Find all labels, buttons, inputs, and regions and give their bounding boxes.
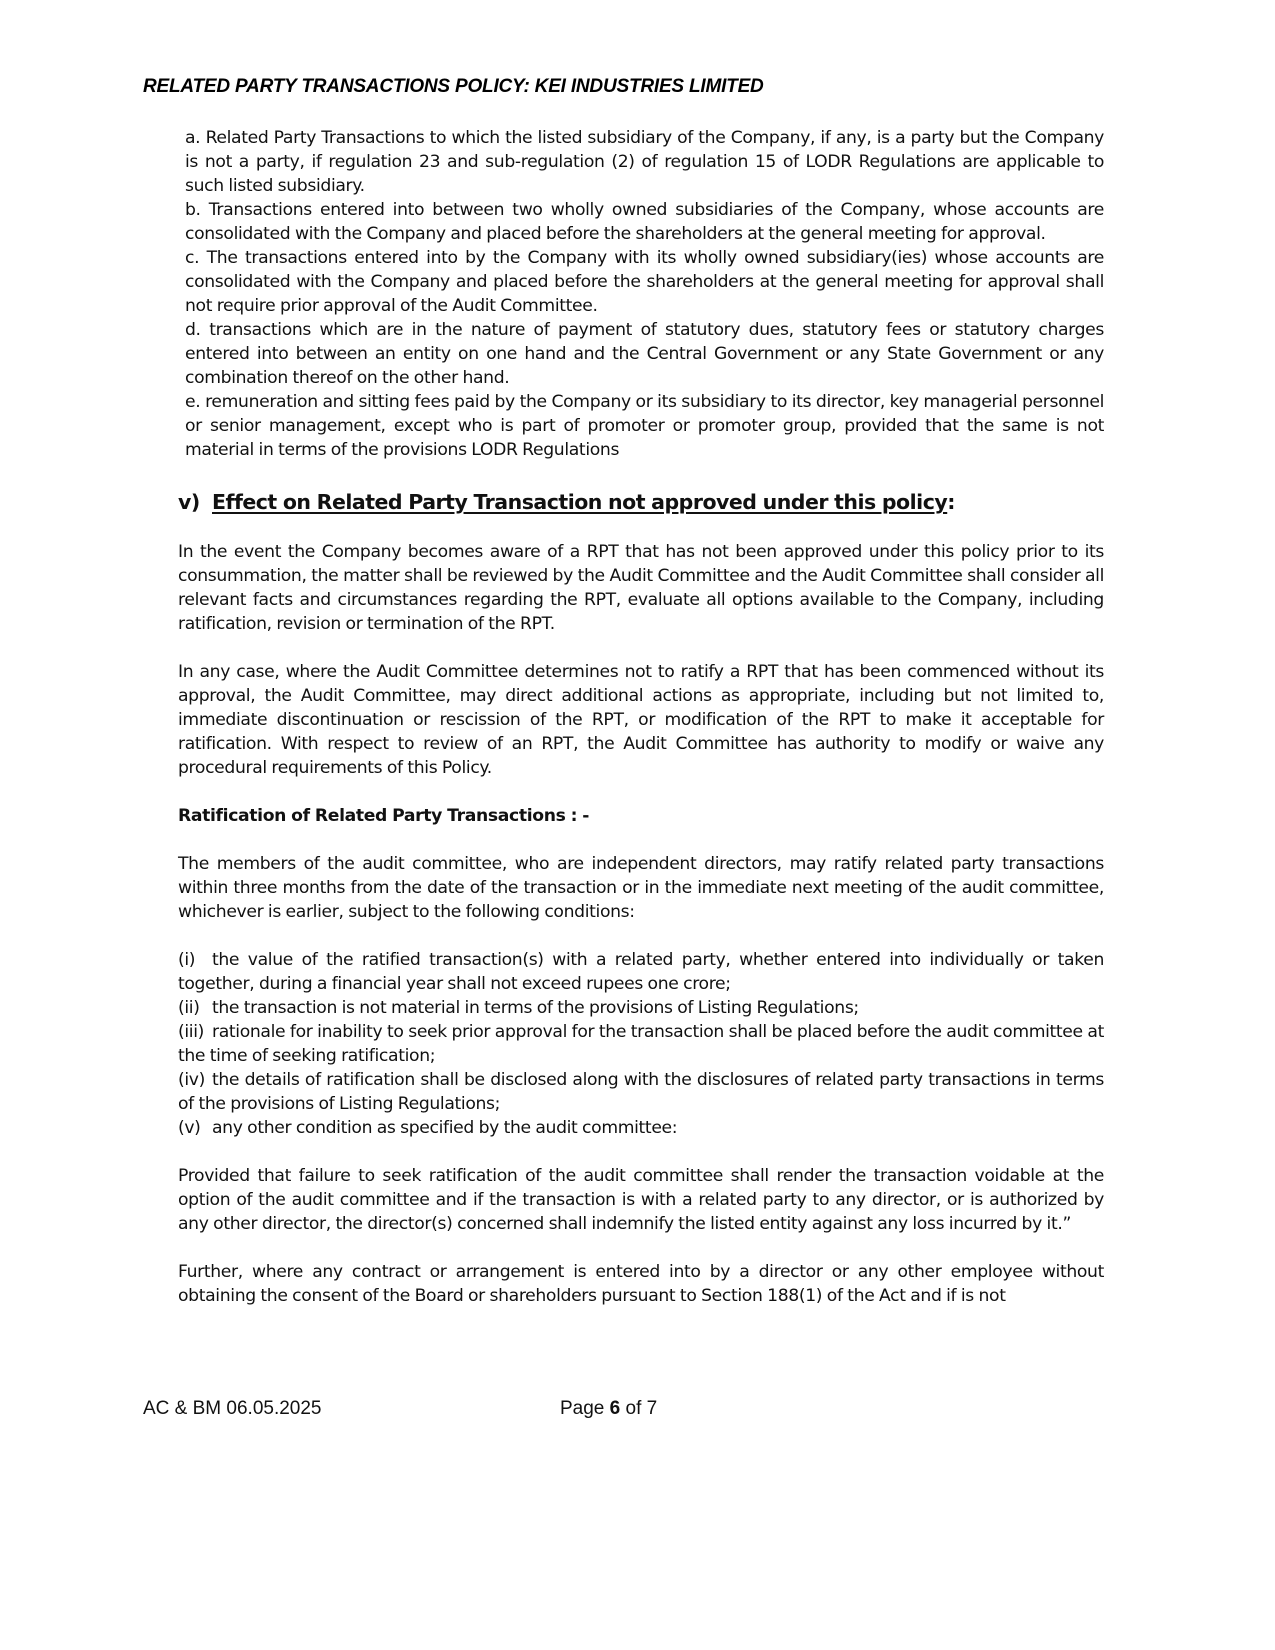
exemption-list bbox=[178, 126, 1104, 462]
condition-text: any other condition as specified by the audit committee: bbox=[212, 1118, 678, 1138]
condition-item bbox=[178, 996, 1104, 1020]
condition-item bbox=[178, 1020, 1104, 1068]
condition-text: the value of the ratified transaction(s) with a related party, whether entered into individually or taken together, during a financial year shall not exceed rupees one crore; bbox=[178, 950, 1104, 994]
further-paragraph: Further, where any contract or arrangement is entered into by a director or any other employee without obtaining the consent of the Board or shareholders pursuant to Section 188(1) of the Act and if is not bbox=[178, 1262, 1104, 1306]
page-number bbox=[560, 1398, 657, 1420]
current-page: 6 bbox=[609, 1398, 621, 1419]
condition-item bbox=[178, 1068, 1104, 1116]
ratification-heading: Ratification of Related Party Transactions : - bbox=[178, 806, 590, 826]
exemption-item-e: e. remuneration and sitting fees paid by the Company or its subsidiary to its director, key managerial personnel or senior management, except who is part of promoter or promoter group, provided that the same is not material in terms of the provisions LODR Regulations bbox=[185, 392, 1104, 460]
paragraph-unapproved-rpt: In the event the Company becomes aware of a RPT that has not been approved under this policy prior to its consummation, the matter shall be reviewed by the Audit Committee and the Audit Committee shall consider all relevant facts and circumstances regarding the RPT, evaluate all options available to the Company, including ratification, revision or termination of the RPT. bbox=[178, 542, 1104, 634]
condition-number: (iii) bbox=[178, 1022, 204, 1042]
ratification-intro: The members of the audit committee, who are independent directors, may ratify related party transactions within three months from the date of the transaction or in the immediate next meeting of the audit committee, whichever is earlier, subject to the following conditions: bbox=[178, 854, 1104, 922]
total-pages: 7 bbox=[646, 1398, 658, 1419]
condition-number: (i) bbox=[178, 950, 196, 970]
paragraph-not-ratified: In any case, where the Audit Committee determines not to ratify a RPT that has been commenced without its approval, the Audit Committee, may direct additional actions as appropriate, including but not limited to, immediate discontinuation or rescission of the RPT, or modification of the RPT to make it acceptable for ratification. With respect to review of an RPT, the Audit Committee has authority to modify or waive any procedural requirements of this Policy. bbox=[178, 662, 1104, 778]
condition-number: (ii) bbox=[178, 998, 200, 1018]
condition-number: (v) bbox=[178, 1118, 201, 1138]
running-header: RELATED PARTY TRANSACTIONS POLICY: KEI INDUSTRIES LIMITED bbox=[143, 76, 764, 97]
page-prefix: Page bbox=[560, 1398, 610, 1419]
condition-number: (iv) bbox=[178, 1070, 205, 1090]
section-heading-suffix: : bbox=[947, 490, 955, 514]
exemption-item-c: c. The transactions entered into by the Company with its wholly owned subsidiary(ies) whose accounts are consolidated with the Company and placed before the shareholders at the general meeting for approval shall not require prior approval of the Audit Committee. bbox=[185, 248, 1104, 316]
footer-meeting-date: AC & BM 06.05.2025 bbox=[143, 1398, 322, 1419]
condition-text: rationale for inability to seek prior approval for the transaction shall be placed before the audit committee at the time of seeking ratification; bbox=[178, 1022, 1104, 1066]
proviso-paragraph: Provided that failure to seek ratification of the audit committee shall render the transaction voidable at the option of the audit committee and if the transaction is with a related party to any director, or is authorized by any other director, the director(s) concerned shall indemnify the listed entity against any loss incurred by it.” bbox=[178, 1166, 1104, 1234]
conditions-list bbox=[178, 948, 1104, 1140]
condition-text: the transaction is not material in terms of the provisions of Listing Regulations; bbox=[212, 998, 859, 1018]
exemption-item-b: b. Transactions entered into between two wholly owned subsidiaries of the Company, whose accounts are consolidated with the Company and placed before the shareholders at the general meeting for approval. bbox=[185, 200, 1104, 244]
exemption-item-d: d. transactions which are in the nature of payment of statutory dues, statutory fees or statutory charges entered into between an entity on one hand and the Central Government or any State Government or any combination thereof on the other hand. bbox=[185, 320, 1104, 388]
section-v-heading bbox=[178, 490, 1104, 514]
section-heading-text: Effect on Related Party Transaction not approved under this policy bbox=[212, 490, 948, 514]
condition-item bbox=[178, 1116, 1104, 1140]
condition-item bbox=[178, 948, 1104, 996]
page-content bbox=[178, 126, 1104, 1332]
exemption-item-a: a. Related Party Transactions to which the listed subsidiary of the Company, if any, is a party but the Company is not a party, if regulation 23 and sub-regulation (2) of regulation 15 of LODR Regulations are applicable to such listed subsidiary. bbox=[185, 128, 1104, 196]
section-number: v) bbox=[178, 490, 200, 514]
condition-text: the details of ratification shall be disclosed along with the disclosures of related party transactions in terms of the provisions of Listing Regulations; bbox=[178, 1070, 1104, 1114]
page-of: of bbox=[620, 1398, 647, 1419]
